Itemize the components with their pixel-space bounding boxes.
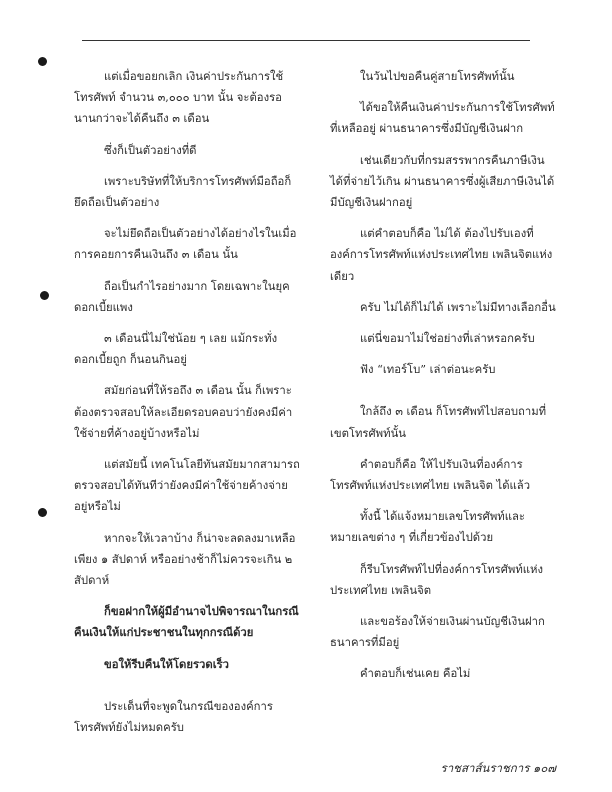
paragraph-gap [330, 653, 556, 663]
paragraph: ได้ขอให้คืนเงินค่าประกันการใช้โทรศัพท์ที่เหลืออยู่ ผ่านธนาคารซึ่งมีบัญชีเงินฝาก [330, 101, 555, 136]
paragraph-gap [74, 444, 300, 454]
paragraph: ๓ เดือนนี่ไม่ใช่น้อย ๆ เลย แม้กระทั่งดอกเบี้ยถูก ก็นอนกินอยู่ [74, 332, 278, 367]
paragraph-gap [74, 370, 300, 380]
paragraph-gap [330, 349, 556, 359]
paragraph-gap [74, 591, 300, 601]
paragraph: จะไม่ยึดถือเป็นตัวอย่างได้อย่างไรในเมื่อการคอยการคืนเงินถึง ๓ เดือน นั้น [74, 227, 297, 262]
paragraph: หากจะให้เวลาบ้าง ก็น่าจะลดลงมาเหลือเพียง ๑ สัปดาห์ หรืออย่างช้าก็ไม่ควรจะเกิน ๒ สัปดาห์ [74, 531, 296, 588]
paragraph-gap [330, 87, 556, 97]
paragraph: ก็รีบโทรศัพท์ไปที่องค์การโทรศัพท์แห่งประเทศไทย เพลินจิต [330, 562, 544, 597]
paragraph: คำตอบก็เช่นเคย คือไม่ [360, 667, 471, 681]
paragraph-gap [330, 318, 556, 328]
paragraph-gap [74, 518, 300, 528]
paragraph-gap [330, 287, 556, 297]
paragraph-gap [74, 161, 300, 171]
paragraph-gap [330, 213, 556, 223]
paragraph-gap [330, 549, 556, 559]
paragraph: แต่สมัยนี้ เทคโนโลยีทันสมัยมากสามารถตรวจสอบได้ทันทีว่ายังคงมีค่าใช้จ่ายค้างจ่ายอยู่หรือไม่ [74, 458, 300, 514]
paragraph: ประเด็นที่จะพูดในกรณีขององค์การโทรศัพท์ยังไม่หมดครับ [74, 699, 273, 735]
binder-hole-bottom [38, 508, 47, 517]
paragraph: ในวันไปขอคืนคู่สายโทรศัพท์นั้น [360, 70, 515, 83]
paragraph: ซึ่งก็เป็นตัวอย่างที่ดี [104, 143, 197, 157]
paragraph: ขอให้รีบคืนให้โดยรวดเร็ว [104, 656, 229, 671]
paragraph: เพราะบริษัทที่ให้บริการโทรศัพท์มือถือก็ยึดถือเป็นตัวอย่าง [74, 174, 292, 210]
paragraph-gap [330, 444, 556, 454]
paragraph-gap [74, 266, 300, 276]
binder-hole-top [38, 57, 47, 66]
paragraph-gap [74, 213, 300, 223]
paragraph-gap [74, 644, 300, 654]
paragraph-gap [330, 601, 556, 611]
paragraph: และขอร้องให้จ่ายเงินผ่านบัญชีเงินฝากธนาคารที่มีอยู่ [330, 615, 545, 650]
paragraph: ทั้งนี้ ได้แจ้งหมายเลขโทรศัพท์และหมายเลขต่าง ๆ ที่เกี่ยวข้องไปด้วย [330, 510, 525, 545]
paragraph: เช่นเดียวกับที่กรมสรรพากรคืนภาษีเงินได้ที่จ่ายไว้เกิน ผ่านธนาคารซึ่งผู้เสียภาษีเงินได้มีบัญชีเงินฝากอยู่ [330, 153, 555, 210]
paragraph-gap [330, 140, 556, 150]
paragraph-gap [74, 318, 300, 328]
paragraph: ใกล้ถึง ๓ เดือน ก็โทรศัพท์ไปสอบถามที่เขตโทรศัพท์นั้น [330, 405, 547, 440]
right-column [330, 66, 556, 685]
page-footer: ราชสาส์นราชการ ๑๐๗ [440, 761, 556, 775]
paragraph: ถือเป็นกำไรอย่างมาก โดยเฉพาะในยุคดอกเบี้ยแพง [74, 279, 290, 314]
paragraph-gap [330, 380, 556, 401]
paragraph: ก็ขอฝากให้ผู้มีอำนาจไปพิจารณาในกรณีคืนเงินให้แก่ประชาชนในทุกกรณีด้วย [74, 604, 299, 640]
paragraph: ฟัง “เทอร์โบ” เล่าต่อนะครับ [360, 363, 496, 377]
paragraph-gap [74, 130, 300, 140]
top-rule [82, 40, 530, 41]
paragraph: แต่นี่ขอมาไม่ใช่อย่างที่เล่าหรอกครับ [360, 332, 535, 346]
binder-hole-middle [40, 291, 49, 300]
paragraph-gap [330, 496, 556, 506]
paragraph: สมัยก่อนที่ให้รอถึง ๓ เดือน นั้น ก็เพราะต้องตรวจสอบให้ละเอียดรอบคอบว่ายังคงมีค่าใช้จ่ายที่ค้างอยู่บ้างหรือไม่ [74, 384, 293, 440]
paragraph: แต่เมื่อขอยกเลิก เงินค่าประกันการใช้โทรศัพท์ จำนวน ๓,๐๐๐ บาท นั้น จะต้องรอนานกว่าจะได้คืนถึง ๓ เดือน [74, 70, 284, 126]
paragraph: แต่คำตอบก็คือ ไม่ได้ ต้องไปรับเองที่องค์การโทรศัพท์แห่งประเทศไทย เพลินจิตแห่งเดียว [330, 227, 553, 283]
paragraph-gap [74, 675, 300, 696]
paragraph: คำตอบก็คือ ให้ไปรับเงินที่องค์การโทรศัพท์แห่งประเทศไทย เพลินจิต ได้แล้ว [330, 457, 531, 493]
paragraph: ครับ ไม่ได้ก็ไม่ได้ เพราะไม่มีทางเลือกอื่น [360, 300, 556, 314]
left-column [74, 66, 300, 738]
